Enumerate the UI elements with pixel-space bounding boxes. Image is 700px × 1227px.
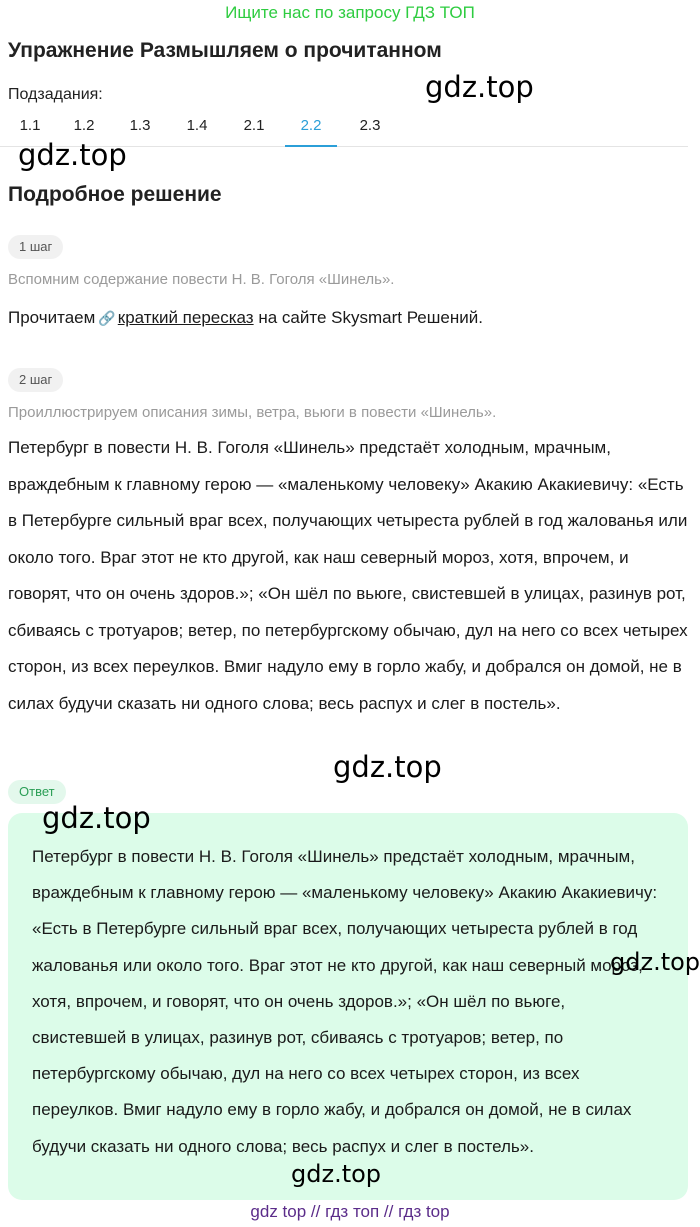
footer-links: gdz top // гдз топ // гдз top [250, 1202, 450, 1221]
tab-1-4[interactable]: 1.4 [186, 117, 208, 134]
tab-1-3[interactable]: 1.3 [129, 117, 151, 134]
step-2-hint: Проиллюстрируем описания зимы, ветра, вьюги в повести «Шинель». [8, 404, 497, 421]
answer-badge: Ответ [8, 780, 66, 804]
step-1-text-before: Прочитаем [8, 308, 96, 327]
step-1-hint: Вспомним содержание повести Н. В. Гоголя «Шинель». [8, 271, 395, 288]
answer-text: Петербург в повести Н. В. Гоголя «Шинель» предстаёт холодным, мрачным, враждебным к главному герою — «маленькому человеку» Акакию Акакиевичу: «Есть в Петербурге сильный враг всех, получающих четыреста рублей в год жалованья или около того. Враг этот не кто другой, как наш северный мороз, хотя, впрочем, и говорят, что он очень здоров.»; «Он шёл по вьюге, свистевшей в улицах, разинув рот, сбиваясь с тротуаров; ветер, по петербургскому обычаю, дул на него со всех четырех сторон, из всех переулков. Вмиг надуло ему в горло жабу, и добрался он домой, не в силах будучи сказать ни одного слова; весь распух и слег в постель». [32, 847, 658, 1156]
watermark: gdz.top [333, 750, 442, 784]
subtasks-label: Подзадания: [8, 86, 103, 103]
step-2-text: Петербург в повести Н. В. Гоголя «Шинель» предстаёт холодным, мрачным, враждебным к главному герою — «маленькому человеку» Акакию Акакиевичу: «Есть в Петербурге сильный враг всех, получающих четыреста рублей в год жалованья или около того. Враг этот не кто другой, как наш северный мороз, хотя, впрочем, и говорят, что он очень здоров.»; «Он шёл по вьюге, свистевшей в улицах, разинув рот, сбиваясь с тротуаров; ветер, по петербургскому обычаю, дул на него со всех четырех сторон, из всех переулков. Вмиг надуло ему в горло жабу, и добрался он домой, не в силах будучи сказать ни одного слова; весь распух и слег в постель». [8, 438, 688, 713]
watermark: gdz.top [610, 948, 700, 976]
summary-link[interactable]: краткий пересказ [117, 308, 254, 327]
watermark: gdz.top [18, 138, 127, 172]
solution-heading: Подробное решение [8, 183, 222, 206]
tab-1-2[interactable]: 1.2 [73, 117, 95, 134]
search-banner: Ищите нас по запросу ГДЗ ТОП [225, 3, 475, 22]
step-1-badge: 1 шаг [8, 235, 63, 259]
tab-2-3[interactable]: 2.3 [359, 117, 381, 134]
step-1-text [8, 308, 483, 328]
step-1-text-after: на сайте Skysmart Решений. [258, 308, 483, 327]
watermark: gdz.top [42, 801, 151, 835]
tab-2-2[interactable]: 2.2 [285, 110, 337, 147]
watermark: gdz.top [291, 1160, 382, 1188]
step-2-badge: 2 шаг [8, 368, 63, 392]
watermark: gdz.top [425, 70, 534, 104]
tab-1-1[interactable]: 1.1 [19, 117, 41, 134]
page-title: Упражнение Размышляем о прочитанном [8, 39, 442, 62]
link-icon: 🔗 [98, 310, 116, 326]
tab-2-1[interactable]: 2.1 [243, 117, 265, 134]
